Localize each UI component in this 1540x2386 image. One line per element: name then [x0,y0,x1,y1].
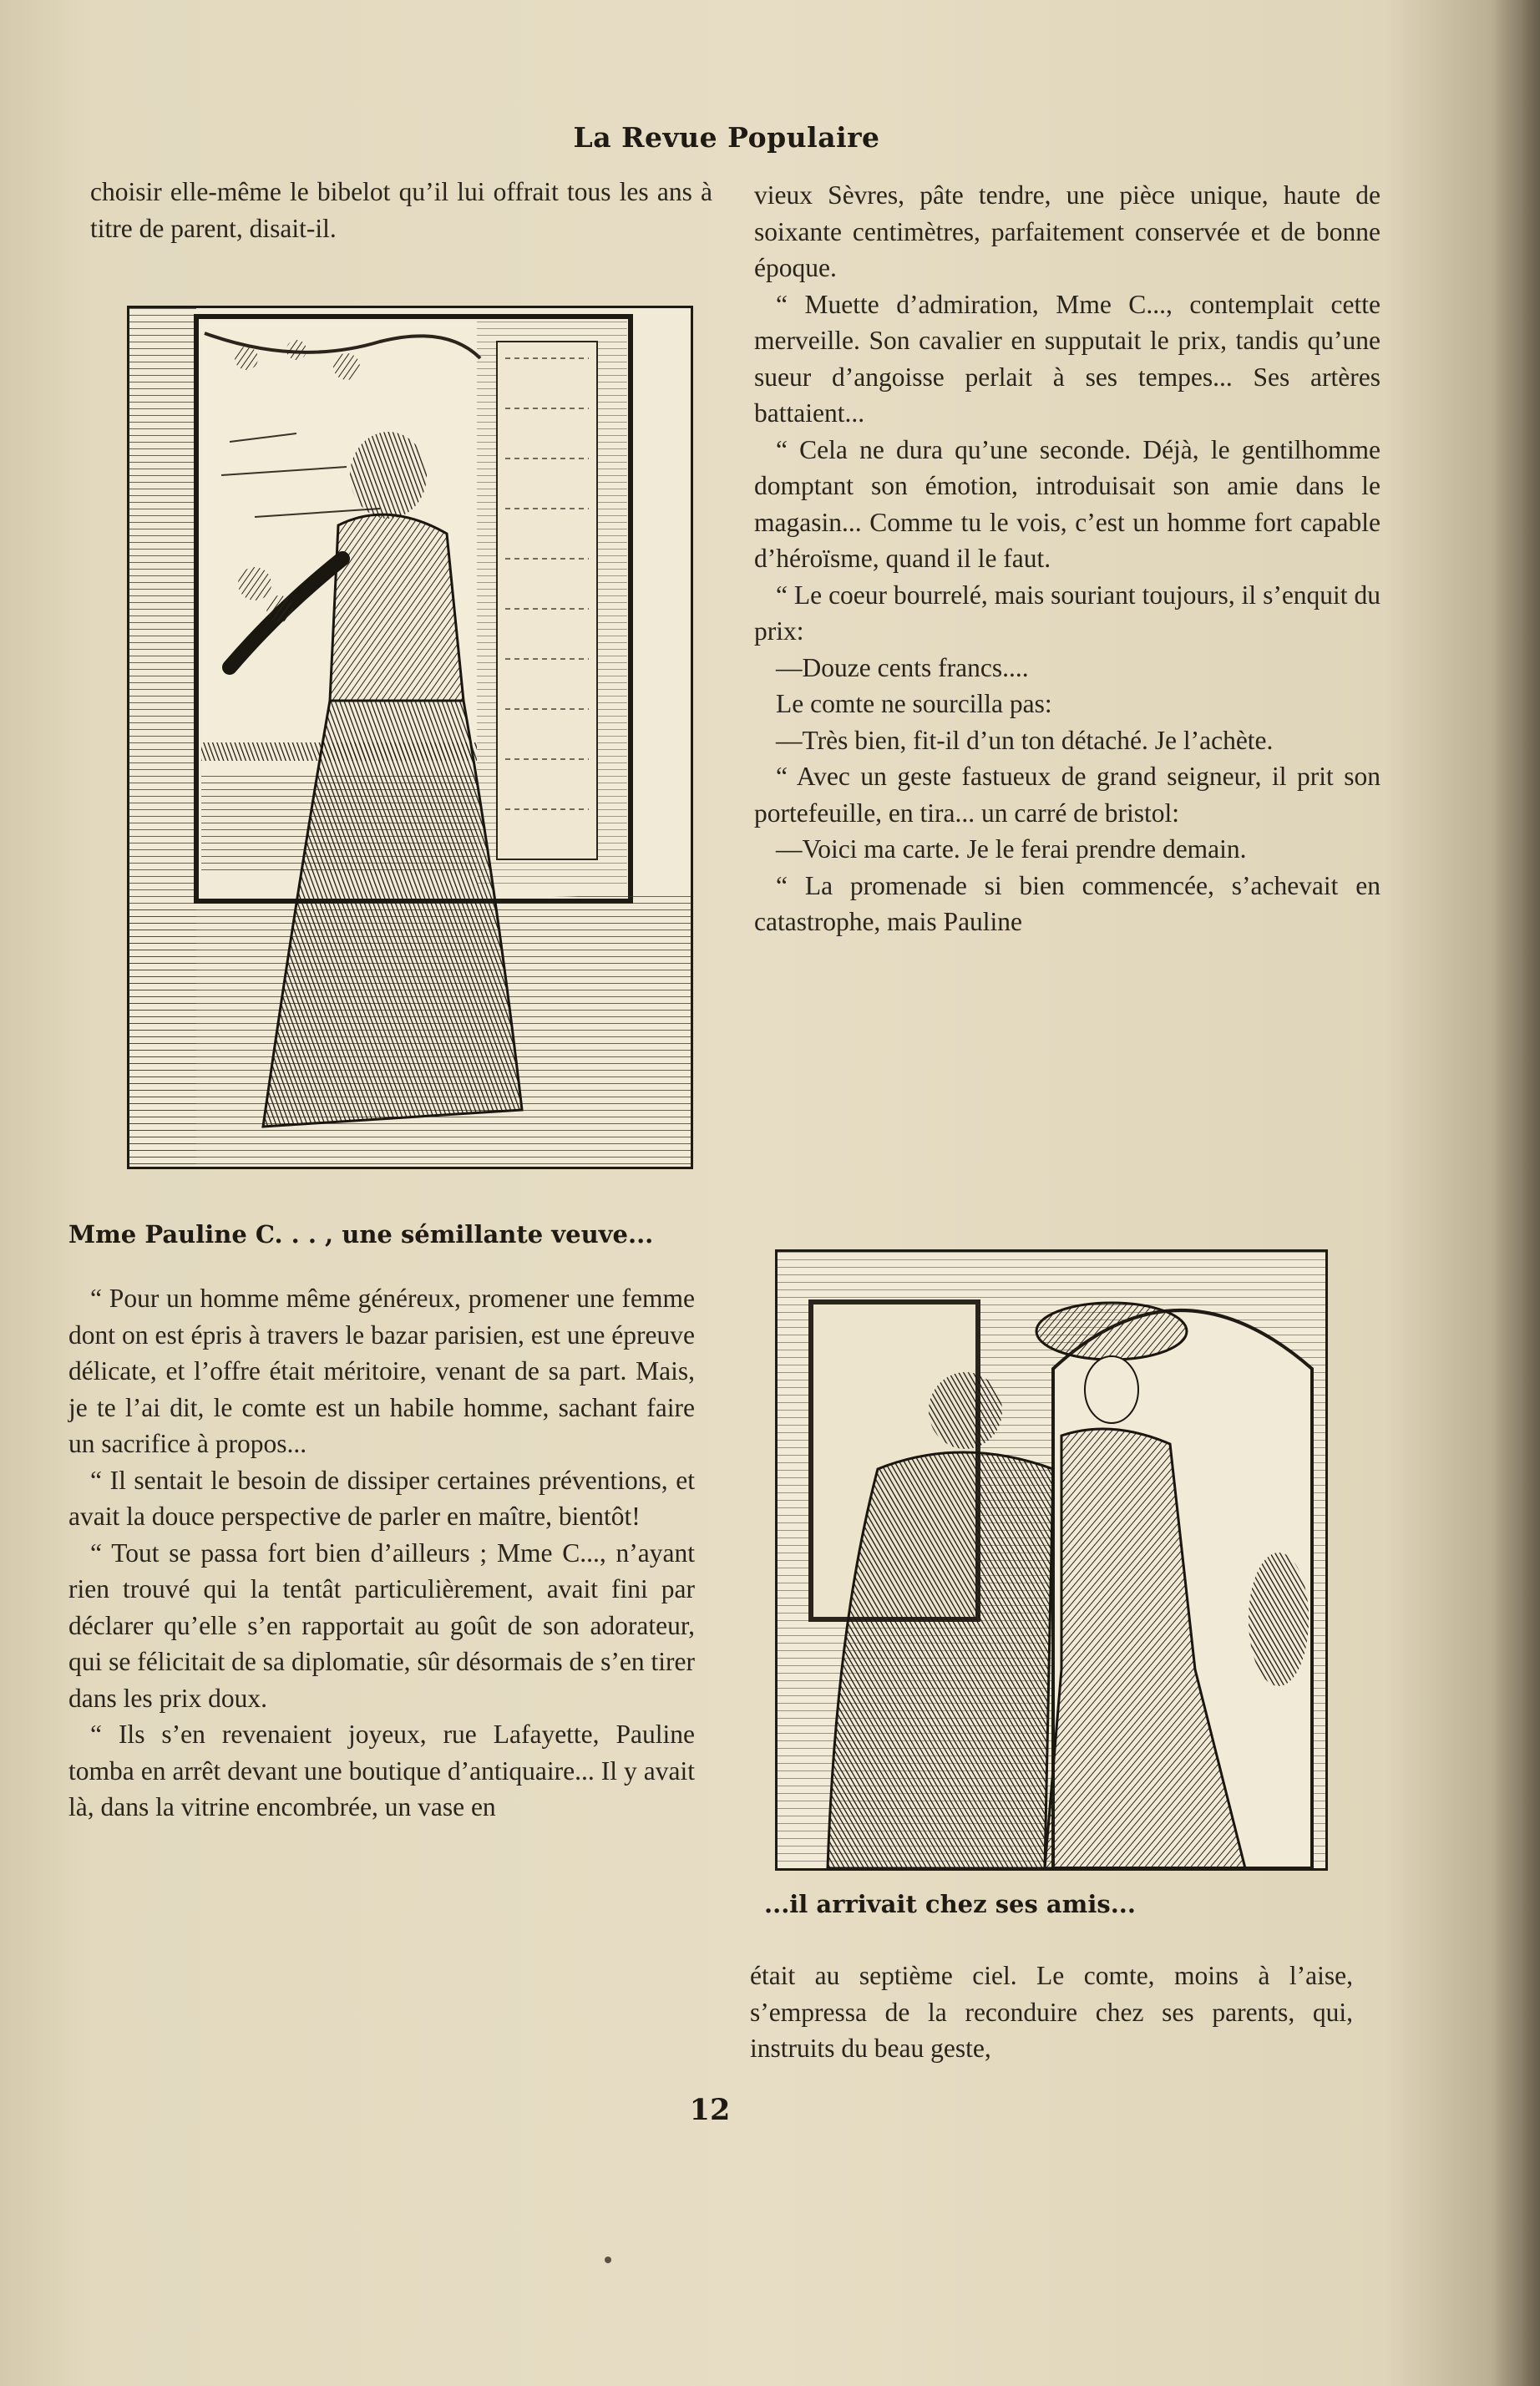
illustration-couple-at-door [775,1249,1328,1871]
page-spine-shadow [1490,0,1540,2386]
paragraph: “ Ils s’en revenaient joyeux, rue Lafayette, Pauline tomba en arrêt devant une boutique d’antiquaire... Il y avait là, dans la vitrine encombrée, un vase en [68,1720,695,1821]
paragraph: “ Le coeur bourrelé, mais souriant toujours, il s’enquit du prix: [754,580,1380,646]
paragraph: “ La promenade si bien commencée, s’achevait en catastrophe, mais Pauline [754,870,1380,936]
dialogue-line: —Voici ma carte. Je le ferai prendre demain. [776,834,1247,864]
paragraph: “ Avec un geste fastueux de grand seigneur, il prit son portefeuille, en tira... un carré de bristol: [754,762,1380,828]
paragraph: “ Muette d’admiration, Mme C..., contemplait cette merveille. Son cavalier en supputait le prix, tandis qu’une sueur d’angoisse perlait à ses tempes... Ses artères battaient... [754,289,1380,428]
running-head: La Revue Populaire [573,121,880,154]
left-column-top [90,174,712,246]
caption-illustration-1: Mme Pauline C. . . , une sémillante veuve... [68,1220,654,1249]
ink-speck [605,2257,611,2263]
woman-at-window-engraving [129,308,691,1167]
paragraph: “ Cela ne dura qu’une seconde. Déjà, le gentilhomme domptant son émotion, introduisait son amie dans le magasin... Comme tu le vois, c’est un homme fort capable d’héroïsme, quand il le faut. [754,434,1380,573]
paragraph: “ Il sentait le besoin de dissiper certaines préventions, et avait la douce perspective de parler en maître, bientôt! [68,1465,695,1531]
right-column-bottom [750,1958,1353,2067]
page-number: 12 [689,2093,731,2127]
caption-illustration-2: ...il arrivait chez ses amis... [764,1890,1136,1918]
dialogue-line: —Très bien, fit-il d’un ton détaché. Je l’achète. [776,725,1274,755]
paragraph: choisir elle-même le bibelot qu’il lui offrait tous les ans à titre de parent, disait-il. [90,177,712,243]
paragraph: “ Pour un homme même généreux, promener une femme dont on est épris à travers le bazar parisien, est une épreuve délicate, et l’offre était méritoire, venant de sa part. Mais, je te l’ai dit, le comte est un habile homme, sachant faire un sacrifice à propos... [68,1284,695,1458]
couple-at-door-engraving [778,1252,1325,1868]
illustration-woman-at-window [127,306,693,1169]
paragraph: vieux Sèvres, pâte tendre, une pièce unique, haute de soixante centimètres, parfaitement conservée et de bonne époque. [754,180,1380,282]
right-column-top [754,177,1380,940]
dialogue-line: —Douze cents francs.... [776,652,1029,682]
paragraph: Le comte ne sourcilla pas: [776,689,1052,718]
left-column-bottom [68,1280,695,1826]
paragraph: “ Tout se passa fort bien d’ailleurs ; Mme C..., n’ayant rien trouvé qui la tentât particulièrement, avait fini par déclarer qu’elle s’en rapportait au goût de son adorateur, qui se félicitait de sa diplomatie, sûr désormais de s’en tirer dans les prix doux. [68,1537,695,1713]
paragraph: était au septième ciel. Le comte, moins à l’aise, s’empressa de la reconduire chez ses parents, qui, instruits du beau geste, [750,1961,1353,2063]
